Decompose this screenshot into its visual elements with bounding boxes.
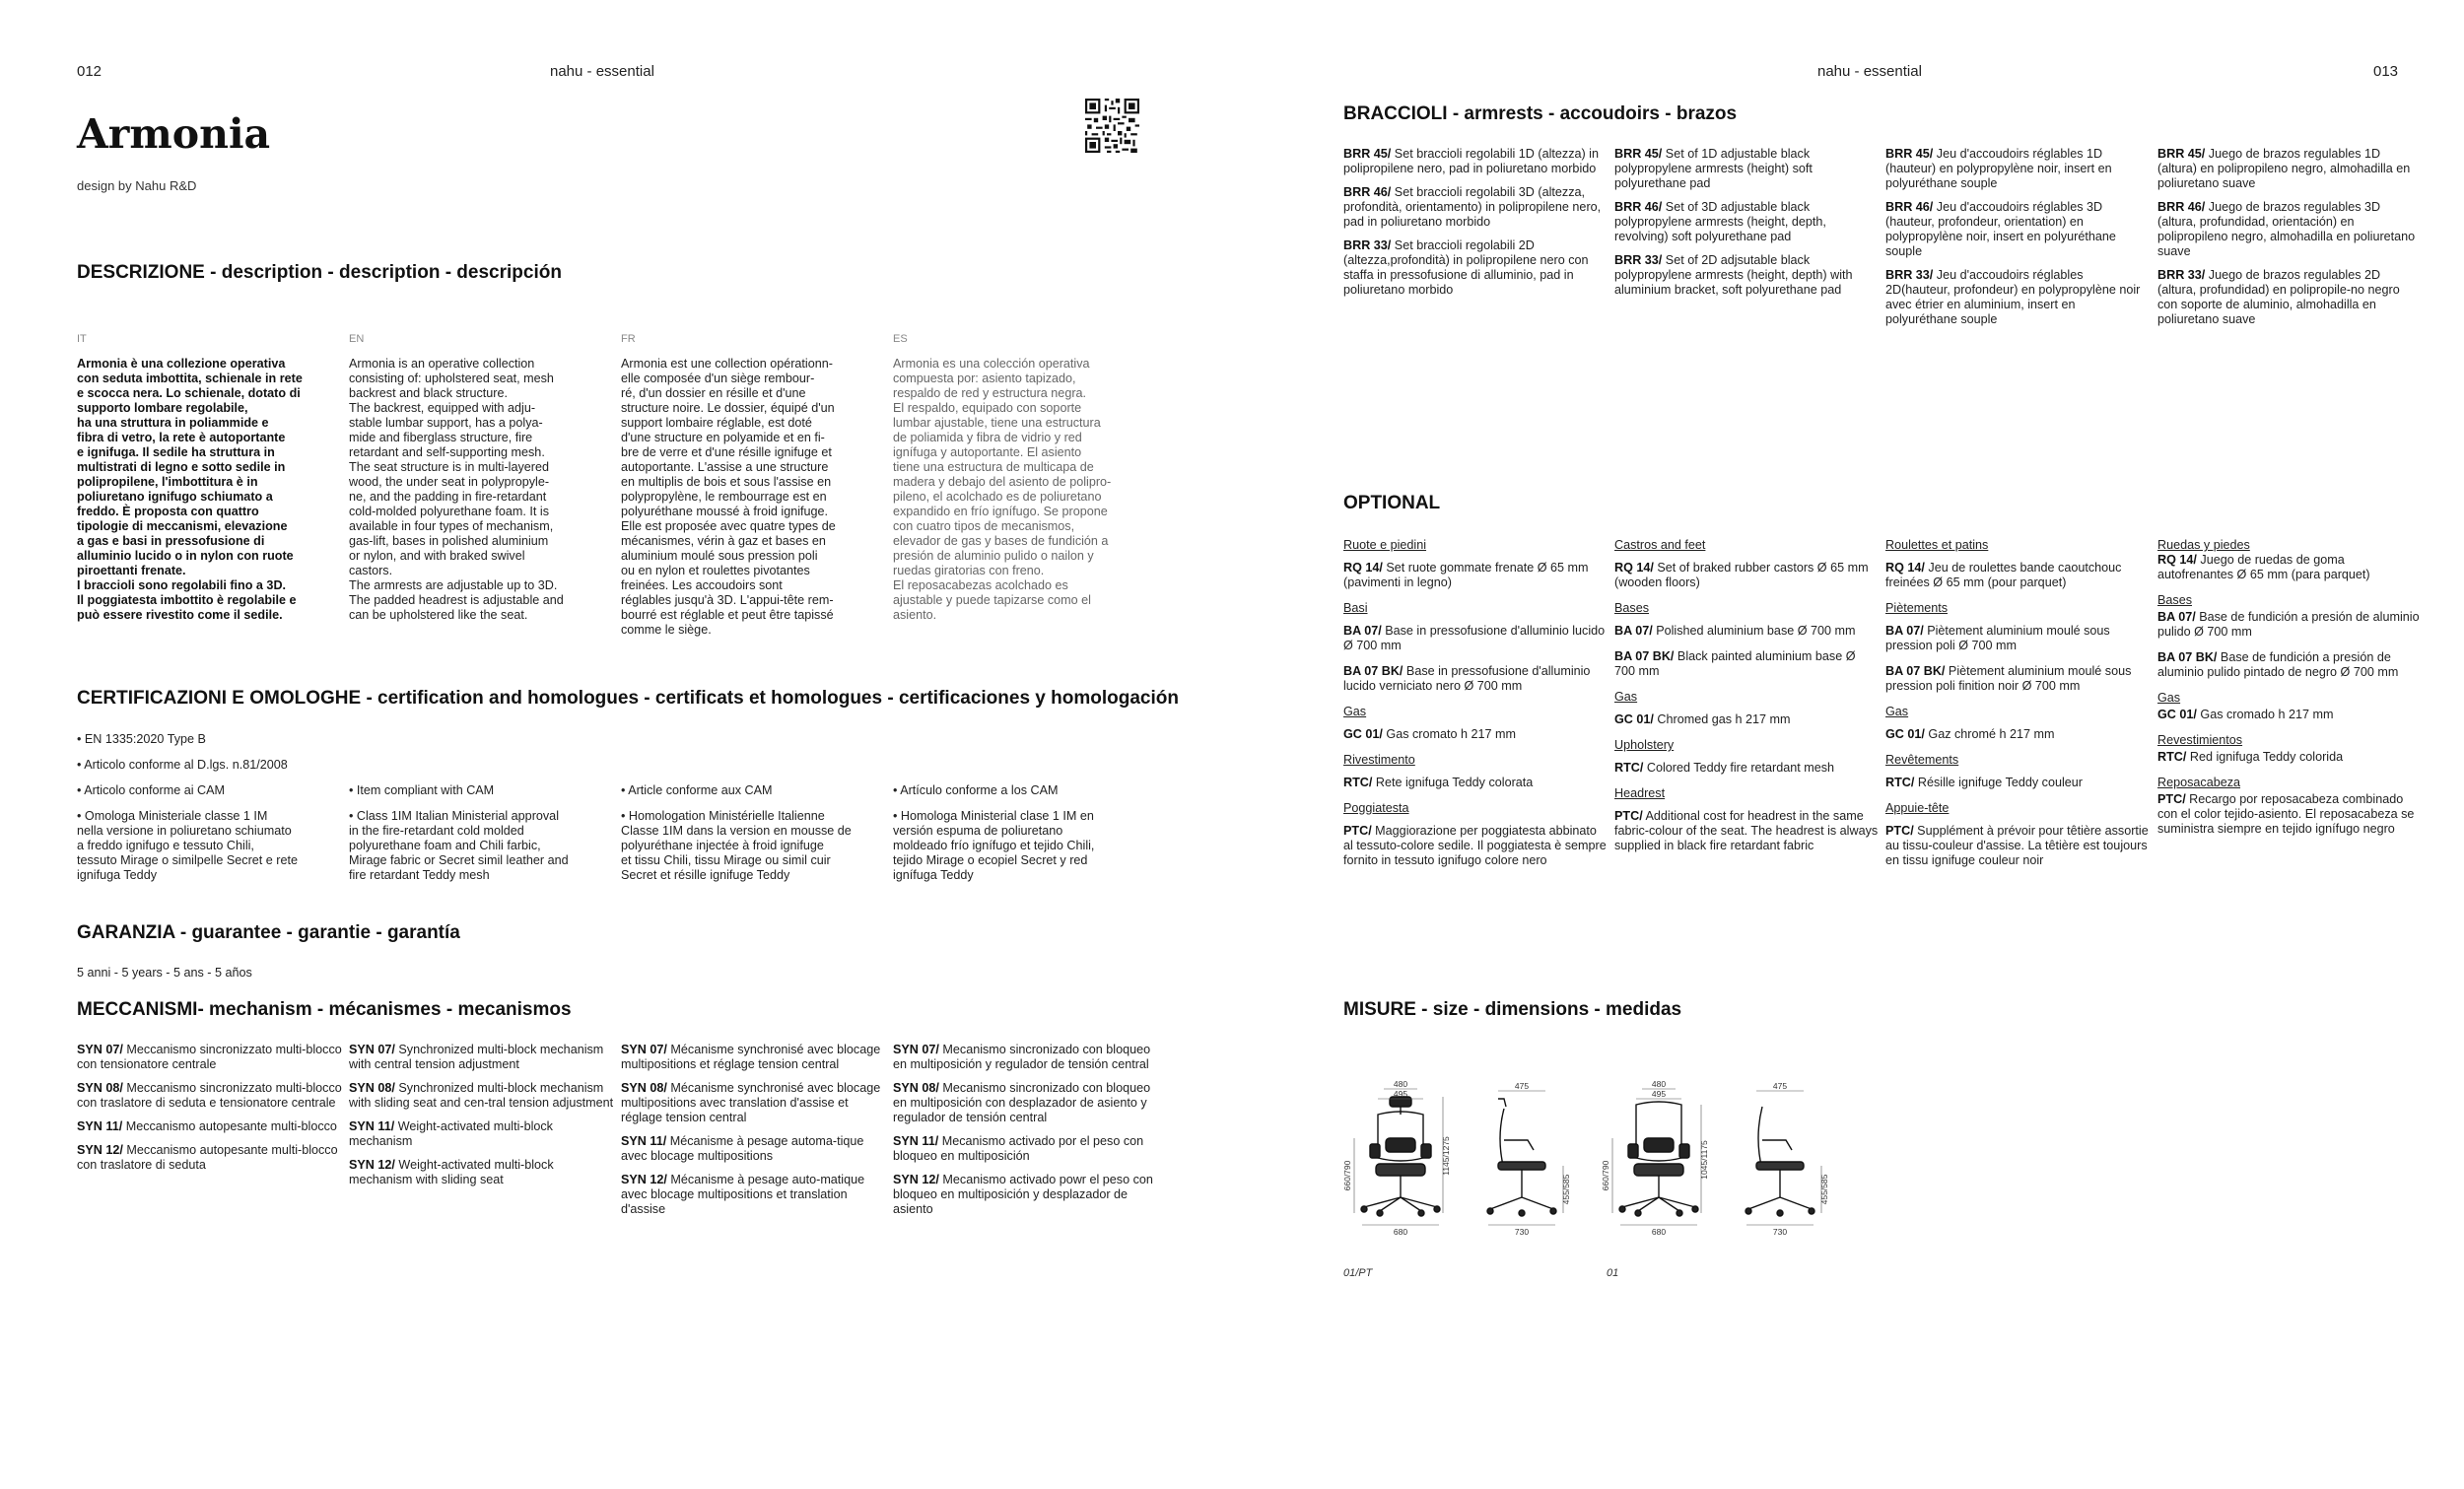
mechanisms-it xyxy=(77,1043,345,1182)
homologation-en: • Class 1IM Italian Ministerial approval in the fire-retardant cold molded polyurethane foam and Chili farbic, Mirage fabric or Secret simil leather and fire retardant Teddy mesh xyxy=(349,809,569,882)
lang-label-es: ES xyxy=(893,333,908,345)
mechanism-item: SYN 12/ Mecanismo activado powr el peso con bloqueo en multiposición y desplazador de asiento xyxy=(893,1173,1153,1216)
qr-code-icon xyxy=(1085,99,1139,153)
armrests-es: BRR 45/ Juego de brazos regulables 1D (altura) en polipropileno negro, almohadilla en poliuretano suave BRR 46/ Juego de brazos regulables 3D (altura, profundidad, orientación) en polipropileno negro, almohadilla en poliuretano suave BRR 33/ Juego de brazos regulables 2D (altura, profundidad) en polipropile-no negro con soporte de aluminio, almohadilla en poliuretano suave xyxy=(2157,147,2416,326)
svg-text:680: 680 xyxy=(1393,1227,1408,1237)
lang-label-en: EN xyxy=(349,333,365,345)
optional-heading: OPTIONAL xyxy=(1343,493,1441,513)
svg-text:495: 495 xyxy=(1651,1089,1667,1099)
optional-it: Ruote e piedini RQ 14/ Set ruote gommate frenate Ø 65 mm (pavimenti in legno) Basi BA 07/ Base in pressofusione d'alluminio lucido Ø 700 mm BA 07 BK/ Base in pressofusione d'alluminio lucido verniciato nero Ø 700 mm Gas GC 01/ Gas cromato h 217 mm Rivestimento RTC/ Rete ignifuga Teddy colorata Poggiatesta PTC/ Maggiorazione per poggiatesta abbinato al tessuto-colore sedile. Il poggiatesta è sempre fornito in tessuto ignifugo colore nero xyxy=(1343,538,1607,867)
svg-text:480: 480 xyxy=(1393,1079,1408,1089)
certification-standard: • EN 1335:2020 Type B xyxy=(77,732,206,746)
mechanism-item: SYN 12/ Meccanismo autopesante multi-blocco con traslatore di seduta xyxy=(77,1143,338,1172)
homologation-it: • Omologa Ministeriale classe 1 IM nella versione in poliuretano schiumato a freddo ignifugo e tessuto Chili, tessuto Mirage o similpelle Secret e rete ignifuga Teddy xyxy=(77,809,298,882)
mechanisms-heading: MECCANISMI- mechanism - mécanismes - mecanismos xyxy=(77,999,572,1020)
mechanisms-es xyxy=(893,1043,1161,1226)
mechanism-item: SYN 11/ Mecanismo activado por el peso con bloqueo en multiposición xyxy=(893,1134,1144,1163)
certification-decree: • Articolo conforme al D.lgs. n.81/2008 xyxy=(77,758,288,772)
description-es: Armonia es una colección operativa compuesta por: asiento tapizado, respaldo de red y estructura negra. El respaldo, equipado con soporte lumbar ajustable, tiene una estructura de poliamida y fibra de vidrio y red ignífuga y autoportante. El asiento tiene una estructura de multicapa de madera y debajo del asiento de polipro- pileno, el acolchado es de poliuretano expandido en frío ignífugo. Se propone con cuatro tipos de mecanismos, elevador de gas y bases de fundición a presión de aluminio pulido o nailon y ruedas giratorias con freno. El reposacabezas acolchado es ajustable y puede tapizarse como el asiento. xyxy=(893,357,1112,622)
brand-header-left: nahu - essential xyxy=(550,63,654,80)
mechanism-item: SYN 07/ Mecanismo sincronizado con bloqueo en multiposición y regulador de tensión central xyxy=(893,1043,1151,1071)
chair-side-view-icon xyxy=(1745,1107,1814,1216)
homologation-fr: • Homologation Ministérielle Italienne Classe 1IM dans la version en mousse de polyuréthane injectée à froid ignifuge et tissu Chili, tissu Mirage ou simil cuir Secret et résille ignifuge Teddy xyxy=(621,809,852,882)
svg-text:730: 730 xyxy=(1514,1227,1530,1237)
page-number-left: 012 xyxy=(77,63,103,80)
designer-credit: design by Nahu R&D xyxy=(77,178,197,193)
optional-fr: Roulettes et patins RQ 14/ Jeu de roulettes bande caoutchouc freinées Ø 65 mm (pour parquet) Piètements BA 07/ Piètement aluminium moulé sous pression poli Ø 700 mm BA 07 BK/ Piètement aluminium moulé sous pression poli finition noir Ø 700 mm Gas GC 01/ Gaz chromé h 217 mm Revêtements RTC/ Résille ignifuge Teddy couleur Appuie-tête PTC/ Supplément à prévoir pour têtière assortie au tissu-couleur d'assise. La têtière est toujours en tissu ignifuge couleur noir xyxy=(1885,538,2149,867)
mechanism-item: SYN 07/ Mécanisme synchronisé avec blocage multipositions et réglage tension central xyxy=(621,1043,881,1071)
armrests-it: BRR 45/ Set braccioli regolabili 1D (altezza) in polipropilene nero, pad in poliuretano morbido BRR 46/ Set braccioli regolabili 3D (altezza, profondità, orientamento) in polipropilene nero, pad in poliuretano morbido BRR 33/ Set braccioli regolabili 2D (altezza,profondità) in polipropilene nero con staffa in pressofusione di alluminio, pad in poliuretano morbido xyxy=(1343,147,1602,297)
mechanisms-en xyxy=(349,1043,617,1196)
svg-text:480: 480 xyxy=(1651,1079,1667,1089)
svg-text:660/790: 660/790 xyxy=(1342,1160,1352,1191)
svg-text:455/585: 455/585 xyxy=(1561,1174,1571,1205)
brand-header-right: nahu - essential xyxy=(1817,63,1922,80)
chair-front-view-icon xyxy=(1361,1097,1440,1216)
description-fr: Armonia est une collection opérationn- elle composée d'un siège rembour- ré, d'un dossier en résille et d'une structure noire. Le dossier, équipé d'un support lombaire réglable, est doté d'une structure en polyamide et en fi- bre de verre et d'une résille ignifuge et autoportante. L'assise a une structure en multiplis de bois et sous l'assise en polypropylène, le rembourrage est en polyuréthane moussé à froid ignifuge. Elle est proposée avec quatre types de mécanismes, vérin à gaz et bases en aluminium moulé sous pression poli ou en nylon et roulettes pivotantes freinées. Les accoudoirs sont réglables jusqu'à 3D. L'appui-tête rem- bourré est réglable et peut être tapissé comme le siège. xyxy=(621,357,836,637)
svg-text:1145/1275: 1145/1275 xyxy=(1441,1136,1451,1176)
model-code-01: 01 xyxy=(1607,1267,1619,1279)
warranty-heading: GARANZIA - guarantee - garantie - garantía xyxy=(77,922,460,943)
description-en: Armonia is an operative collection consisting of: upholstered seat, mesh backrest and black structure. The backrest, equipped with adju- stable lumbar support, has a polya- mide and fiberglass structure, fire retardant and self-supporting mesh. The seat structure is in multi-layered wood, the under seat in polypropyle- ne, and the padding in fire-retardant cold-molded polyurethane foam. It is available in four types of mechanism, gas-lift, bases in polished aluminium or nylon, and with braked swivel castors. The armrests are adjustable up to 3D. The padded headrest is adjustable and can be upholstered like the seat. xyxy=(349,357,564,622)
mechanism-item: SYN 12/ Mécanisme à pesage auto-matique avec blocage multipositions et translation d'assise xyxy=(621,1173,865,1216)
svg-text:660/790: 660/790 xyxy=(1601,1160,1610,1191)
dimension-drawing-01 xyxy=(1599,1079,1855,1252)
chair-side-view-icon xyxy=(1487,1099,1556,1216)
mechanism-item: SYN 12/ Weight-activated multi-block mechanism with sliding seat xyxy=(349,1158,554,1186)
armrests-en: BRR 45/ Set of 1D adjustable black polypropylene armrests (height) soft polyurethane pad BRR 46/ Set of 3D adjustable black polypropylene armrests (height, depth, revolving) soft polyurethane pad BRR 33/ Set of 2D adjsutable black polypropylene armrests (height, depth) with aluminium bracket, soft polyurethane pad xyxy=(1614,147,1853,297)
cam-en: • Item compliant with CAM xyxy=(349,783,495,797)
mechanism-item: SYN 07/ Synchronized multi-block mechanism with central tension adjustment xyxy=(349,1043,604,1071)
certification-heading: CERTIFICAZIONI E OMOLOGHE - certification and homologues - certificats et homologues - certificaciones y homologación xyxy=(77,688,1179,709)
mechanism-item: SYN 08/ Mécanisme synchronisé avec blocage multipositions avec translation d'assise et réglage tension central xyxy=(621,1081,881,1124)
svg-text:455/585: 455/585 xyxy=(1819,1174,1829,1205)
mechanism-item: SYN 07/ Meccanismo sincronizzato multi-blocco con tensionatore centrale xyxy=(77,1043,342,1071)
mechanisms-fr xyxy=(621,1043,889,1226)
model-code-01pt: 01/PT xyxy=(1343,1267,1373,1279)
mechanism-item: SYN 11/ Meccanismo autopesante multi-blocco xyxy=(77,1119,337,1133)
lang-label-it: IT xyxy=(77,333,87,345)
mechanism-item: SYN 08/ Synchronized multi-block mechanism with sliding seat and cen-tral tension adjustment xyxy=(349,1081,614,1110)
mechanism-item: SYN 11/ Mécanisme à pesage automa-tique avec blocage multipositions xyxy=(621,1134,864,1163)
mechanism-item: SYN 08/ Mecanismo sincronizado con bloqueo en multiposición con desplazador de asiento y regulador de tensión central xyxy=(893,1081,1151,1124)
dimensions-heading: MISURE - size - dimensions - medidas xyxy=(1343,999,1682,1020)
armrests-fr: BRR 45/ Jeu d'accoudoirs réglables 1D (hauteur) en polypropylène noir, insert en polyuréthane souple BRR 46/ Jeu d'accoudoirs réglables 3D (hauteur, profondeur, orientation) en polypropylène noir, insert en polyuréthane souple BRR 33/ Jeu d'accoudoirs réglables 2D(hauteur, profondeur) en polypropylène noir avec étrier en aluminium, insert en polyuréthane souple xyxy=(1885,147,2141,326)
warranty-text: 5 anni - 5 years - 5 ans - 5 años xyxy=(77,966,252,980)
optional-en: Castros and feet RQ 14/ Set of braked rubber castors Ø 65 mm (wooden floors) Bases BA 07/ Polished aluminium base Ø 700 mm BA 07 BK/ Black painted aluminium base Ø 700 mm Gas GC 01/ Chromed gas h 217 mm Upholstery RTC/ Colored Teddy fire retardant mesh Headrest PTC/ Additional cost for headrest in the same fabric-colour of the seat. The headrest is always supplied in black fire retardant fabric xyxy=(1614,538,1879,852)
optional-es: Ruedas y piedes RQ 14/ Juego de ruedas de goma autofrenantes Ø 65 mm (para parquet) Bases BA 07/ Base de fundición a presión de aluminio pulido Ø 700 mm BA 07 BK/ Base de fundición a presión de aluminio pulido pintado de negro Ø 700 mm Gas GC 01/ Gas cromado h 217 mm Revestimientos RTC/ Red ignifuga Teddy colorida Reposacabeza PTC/ Recargo por reposacabeza combinado con el color tejido-asiento. El reposacabeza se suministra siempre en tejido ignífugo negro xyxy=(2157,538,2420,836)
svg-text:730: 730 xyxy=(1772,1227,1788,1237)
svg-text:1045/1175: 1045/1175 xyxy=(1699,1140,1709,1180)
page-number-right: 013 xyxy=(2373,63,2399,80)
qr-code[interactable] xyxy=(1085,99,1139,153)
svg-text:475: 475 xyxy=(1772,1081,1788,1091)
svg-text:475: 475 xyxy=(1514,1081,1530,1091)
armrests-heading: BRACCIOLI - armrests - accoudoirs - brazos xyxy=(1343,103,1738,124)
mechanism-item: SYN 11/ Weight-activated multi-block mechanism xyxy=(349,1119,553,1148)
homologation-es: • Homologa Ministerial clase 1 IM en versión espuma de poliuretano moldeado frío ignífugo et tejido Chili, tejido Mirage o ecopiel Secret y red ignífuga Teddy xyxy=(893,809,1095,882)
description-it: Armonia è una collezione operativa con seduta imbottita, schienale in rete e scocca nera. Lo schienale, dotato di supporto lombare regolabile, ha una struttura in poliammide e fibra di vetro, la rete è autoportante e ignifuga. Il sedile ha struttura in multistrati di legno e sotto sedile in polipropilene, l'imbottitura è in poliuretano ignifugo schiumato a freddo. È proposta con quattro tipologie di meccanismi, elevazione a gas e basi in pressofusione di alluminio lucido o in nylon con ruote piroettanti frenate. I braccioli sono regolabili fino a 3D. Il poggiatesta imbottito è regolabile e può essere rivestito come il sedile. xyxy=(77,357,303,622)
mechanism-item: SYN 08/ Meccanismo sincronizzato multi-blocco con traslatore di seduta e tensionatore centrale xyxy=(77,1081,342,1110)
cam-it: • Articolo conforme ai CAM xyxy=(77,783,225,797)
svg-text:680: 680 xyxy=(1651,1227,1667,1237)
lang-label-fr: FR xyxy=(621,333,636,345)
description-heading: DESCRIZIONE - description - description - descripción xyxy=(77,262,562,283)
product-title: Armonia xyxy=(77,110,271,158)
chair-front-view-icon xyxy=(1619,1102,1698,1216)
svg-text:495: 495 xyxy=(1393,1089,1408,1099)
cam-fr: • Article conforme aux CAM xyxy=(621,783,773,797)
cam-es: • Artículo conforme a los CAM xyxy=(893,783,1059,797)
